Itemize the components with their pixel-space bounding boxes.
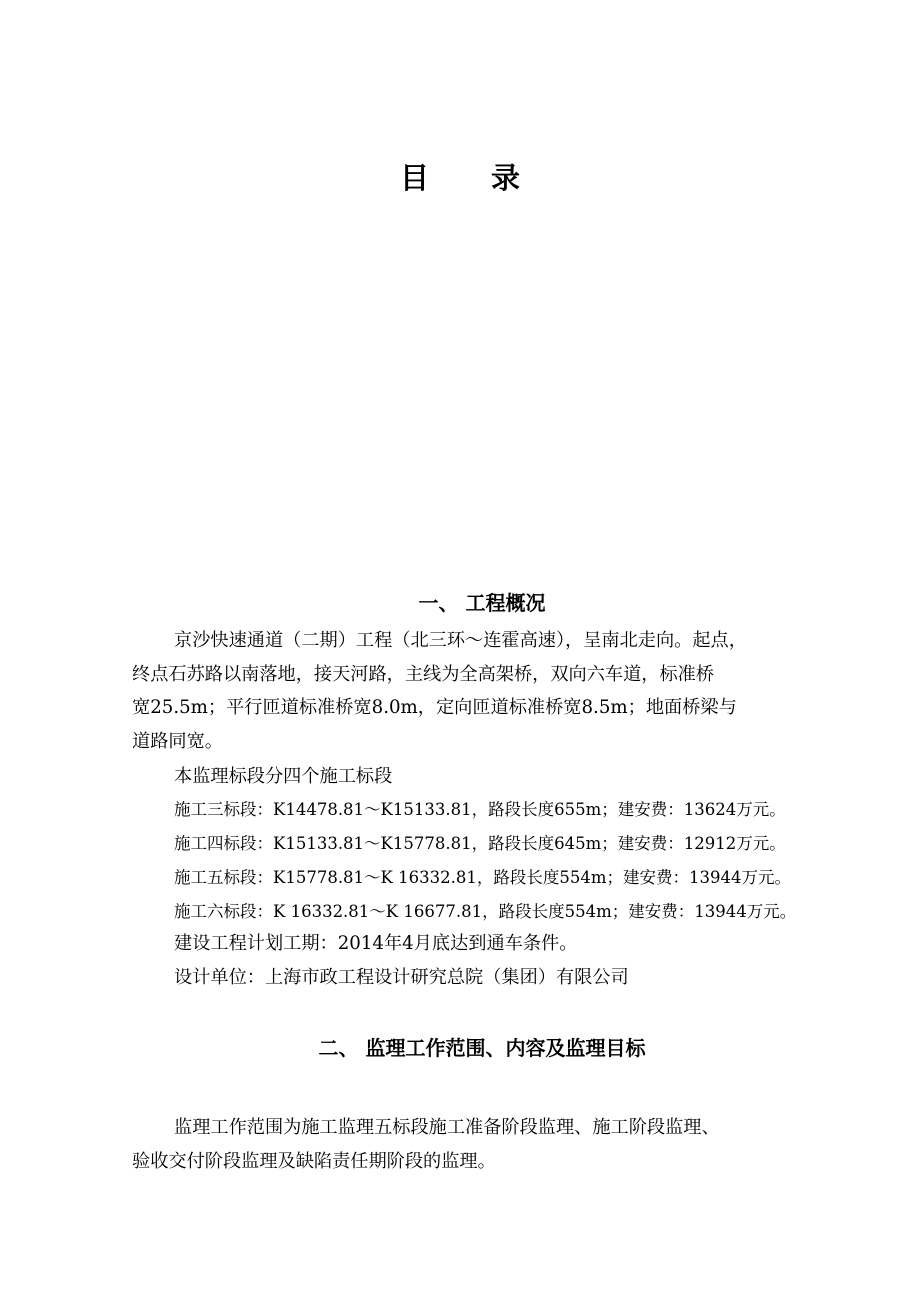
segment-item: 施工四标段：K15133.81～K15778.81，路段长度645m；建安费：12912万元。 [174,834,786,853]
scope-paragraph [132,1111,832,1178]
segment-item: 施工五标段：K15778.81～K 16332.81，路段长度554m；建安费：13944万元。 [174,868,791,887]
overview-line: 宽25.5m；平行匝道标准桥宽8.0m，定向匝道标准桥宽8.5m；地面桥梁与 [132,697,737,718]
scope-line: 验收交付阶段监理及缺陷责任期阶段的监理。 [132,1150,496,1172]
toc-title: 目录 [399,161,582,195]
segment-item: 施工六标段：K 16332.81～K 16677.81，路段长度554m；建安费：13944万元。 [174,902,797,921]
segment-item: 施工三标段：K14478.81～K15133.81，路段长度655m；建安费：13624万元。 [174,800,786,819]
scope-line: 监理工作范围为施工监理五标段施工准备阶段监理、施工阶段监理、 [174,1117,720,1138]
sections-intro [132,760,832,794]
designer-text: 设计单位：上海市政工程设计研究总院（集团）有限公司 [174,967,629,988]
sections-intro-text: 本监理标段分四个施工标段 [174,766,393,787]
schedule-text: 建设工程计划工期：2014年4月底达到通车条件。 [174,933,578,954]
overview-line: 终点石苏路以南落地，接天河路，主线为全高架桥，双向六车道，标准桥 [132,663,715,685]
overview-line: 道路同宽。 [132,730,223,752]
section-heading-overview: 一、 工程概况 [418,591,546,615]
overview-paragraph [132,624,832,758]
section-heading-scope: 二、 监理工作范围、内容及监理目标 [318,1036,646,1060]
overview-line: 京沙快速通道（二期）工程（北三环～连霍高速），呈南北走向。起点， [174,630,747,651]
